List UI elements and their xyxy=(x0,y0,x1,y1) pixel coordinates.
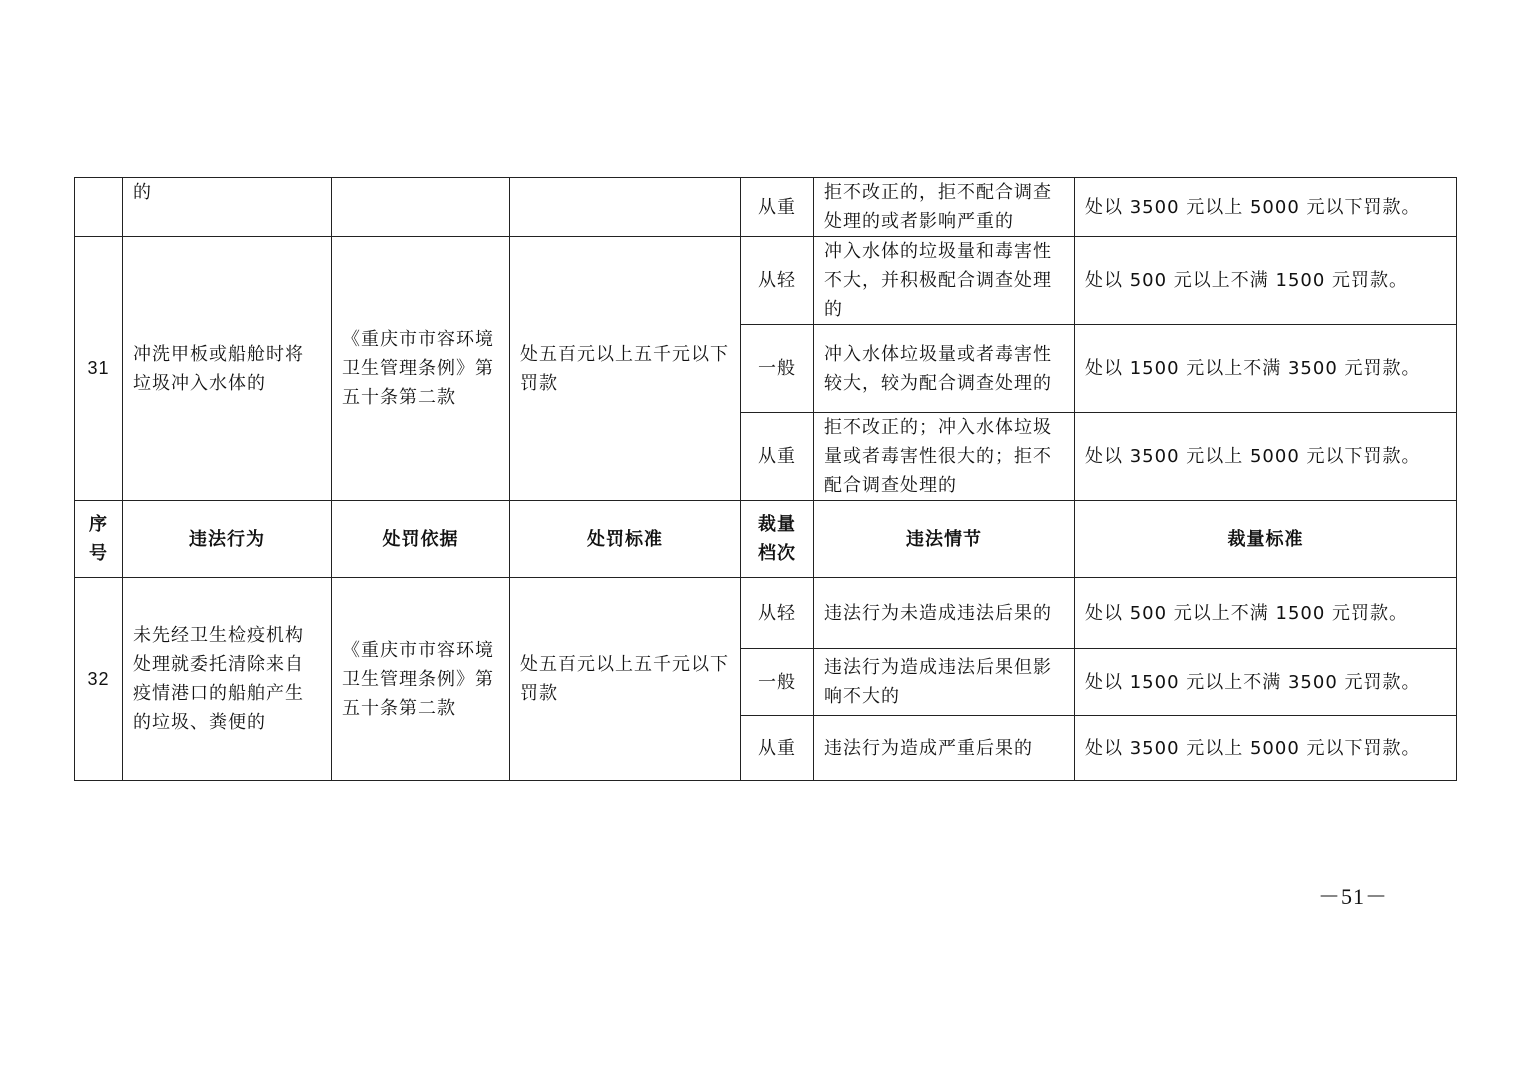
standard-cell: 处五百元以上五千元以下罚款 xyxy=(510,578,741,781)
page-number: －51－ xyxy=(1318,884,1389,909)
header-level-line1: 裁量 xyxy=(758,514,796,535)
header-behavior: 违法行为 xyxy=(123,501,332,578)
table-row xyxy=(75,178,1457,237)
header-level xyxy=(741,501,814,578)
level-cell: 从轻 xyxy=(741,237,814,325)
discretion-cell: 处以 500 元以上不满 1500 元罚款。 xyxy=(1075,237,1457,325)
basis-cell xyxy=(332,178,510,237)
circumstance-cell: 违法行为造成违法后果但影响不大的 xyxy=(814,649,1075,716)
level-cell: 从轻 xyxy=(741,578,814,649)
table-row xyxy=(75,578,1457,649)
discretion-cell: 处以 3500 元以上 5000 元以下罚款。 xyxy=(1075,413,1457,501)
discretion-cell: 处以 3500 元以上 5000 元以下罚款。 xyxy=(1075,716,1457,781)
discretion-table xyxy=(74,177,1457,781)
level-cell: 从重 xyxy=(741,178,814,237)
behavior-cell: 的 xyxy=(123,178,332,237)
behavior-cell: 冲洗甲板或船舱时将垃圾冲入水体的 xyxy=(123,237,332,501)
circumstance-cell: 违法行为造成严重后果的 xyxy=(814,716,1075,781)
header-level-line2: 档次 xyxy=(758,543,796,564)
table-row xyxy=(75,237,1457,325)
discretion-cell: 处以 500 元以上不满 1500 元罚款。 xyxy=(1075,578,1457,649)
discretion-cell: 处以 1500 元以上不满 3500 元罚款。 xyxy=(1075,325,1457,413)
header-standard: 处罚标准 xyxy=(510,501,741,578)
standard-cell: 处五百元以上五千元以下罚款 xyxy=(510,237,741,501)
standard-cell xyxy=(510,178,741,237)
basis-cell: 《重庆市市容环境卫生管理条例》第五十条第二款 xyxy=(332,578,510,781)
seq-cell: 32 xyxy=(75,578,123,781)
circumstance-cell: 违法行为未造成违法后果的 xyxy=(814,578,1075,649)
seq-cell xyxy=(75,178,123,237)
level-cell: 一般 xyxy=(741,649,814,716)
circumstance-cell: 冲入水体的垃圾量和毒害性不大，并积极配合调查处理的 xyxy=(814,237,1075,325)
level-cell: 从重 xyxy=(741,413,814,501)
table-header-row xyxy=(75,501,1457,578)
circumstance-cell: 冲入水体垃圾量或者毒害性较大，较为配合调查处理的 xyxy=(814,325,1075,413)
level-cell: 从重 xyxy=(741,716,814,781)
header-discretion: 裁量标准 xyxy=(1075,501,1457,578)
circumstance-cell: 拒不改正的，拒不配合调查处理的或者影响严重的 xyxy=(814,178,1075,237)
level-cell: 一般 xyxy=(741,325,814,413)
seq-cell: 31 xyxy=(75,237,123,501)
circumstance-cell: 拒不改正的；冲入水体垃圾量或者毒害性很大的；拒不配合调查处理的 xyxy=(814,413,1075,501)
discretion-cell: 处以 3500 元以上 5000 元以下罚款。 xyxy=(1075,178,1457,237)
header-basis: 处罚依据 xyxy=(332,501,510,578)
header-circumstance: 违法情节 xyxy=(814,501,1075,578)
basis-cell: 《重庆市市容环境卫生管理条例》第五十条第二款 xyxy=(332,237,510,501)
discretion-cell: 处以 1500 元以上不满 3500 元罚款。 xyxy=(1075,649,1457,716)
header-seq: 序号 xyxy=(75,501,123,578)
behavior-cell: 未先经卫生检疫机构处理就委托清除来自疫情港口的船舶产生的垃圾、粪便的 xyxy=(123,578,332,781)
